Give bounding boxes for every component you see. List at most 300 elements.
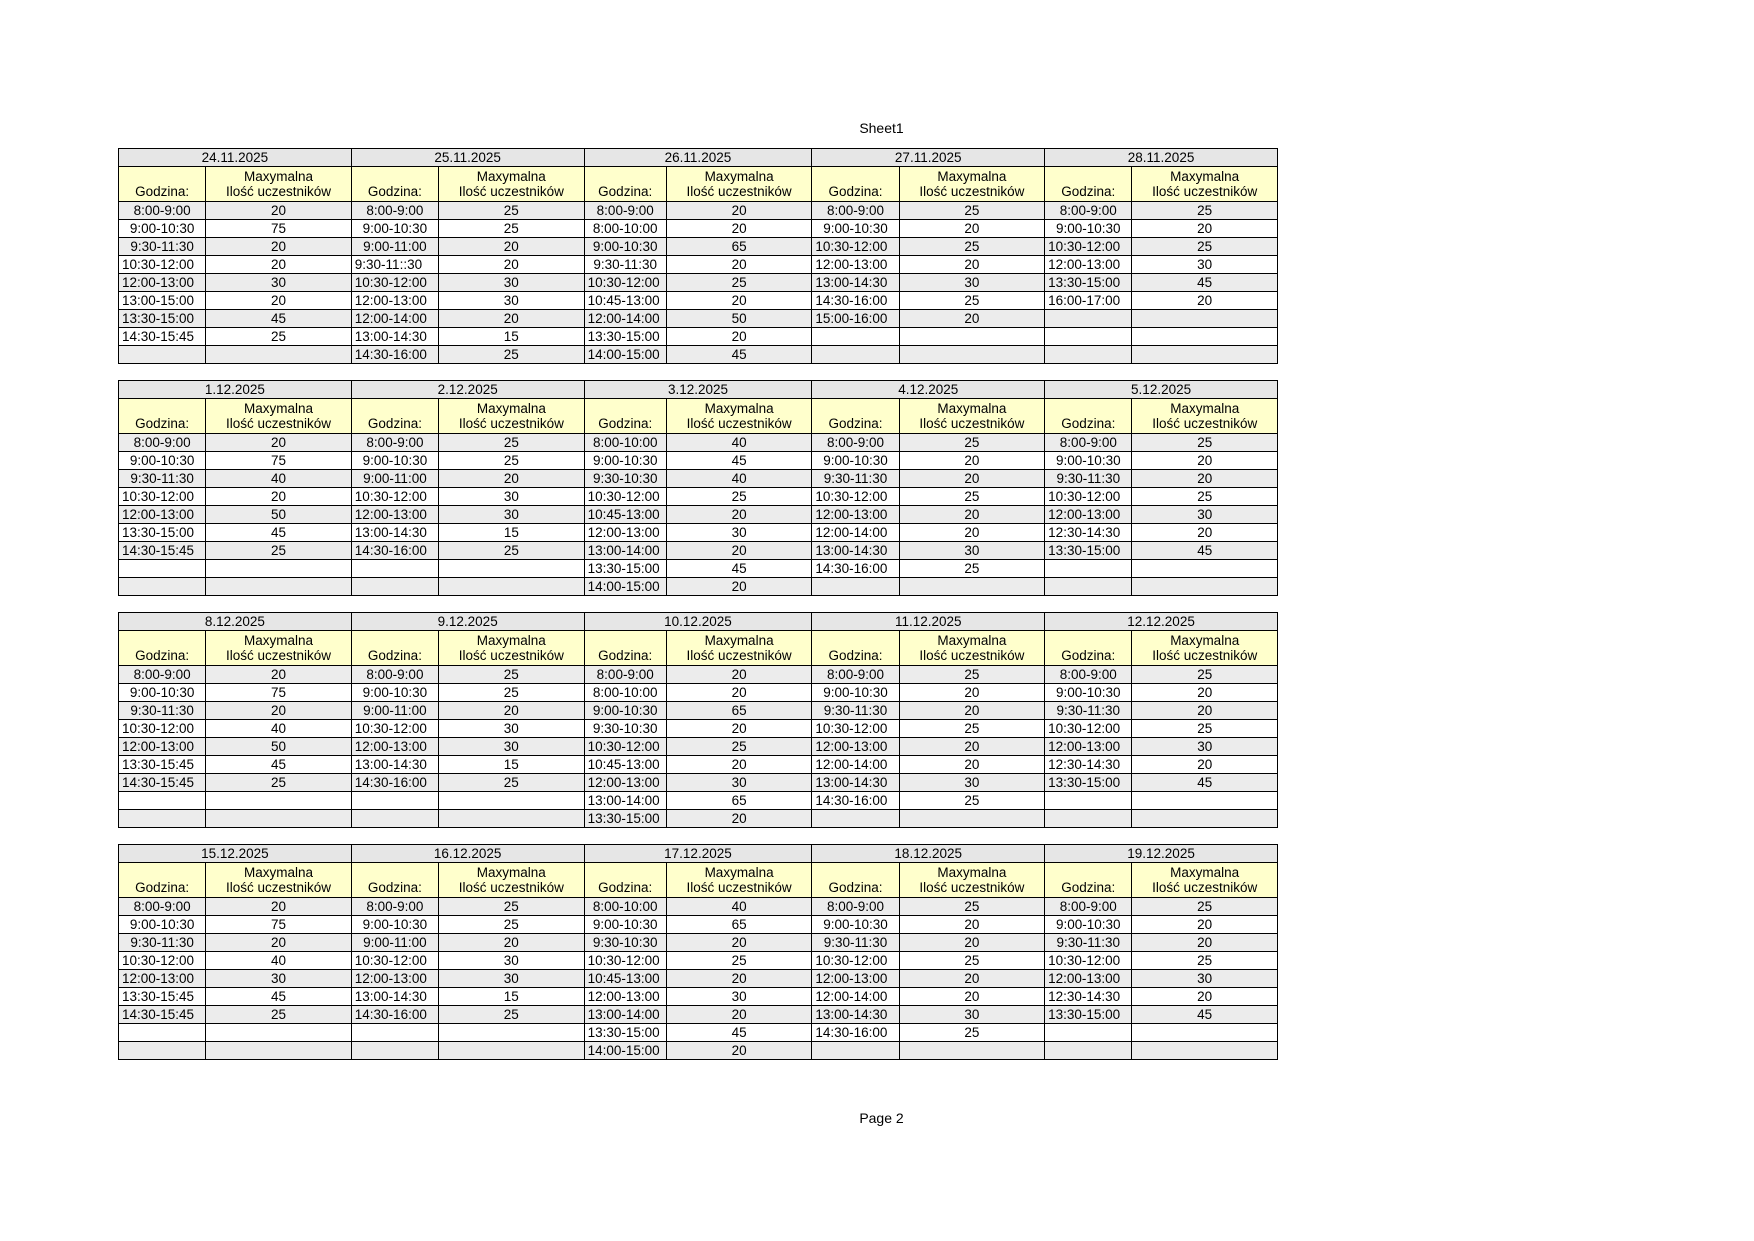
time-slot-cell: 12:00-13:00 [351,292,438,310]
capacity-header-line2: Ilość uczestników [226,880,332,895]
table-row [119,720,1278,738]
capacity-cell: 45 [666,346,812,364]
table-row [119,774,1278,792]
time-slot-cell: 9:30-11:30 [812,470,899,488]
capacity-header-line2: Ilość uczestników [226,184,332,199]
capacity-column-header [1132,167,1278,202]
time-slot-cell [1045,792,1132,810]
time-slot-cell: 12:30-14:30 [1045,524,1132,542]
capacity-cell: 20 [899,256,1045,274]
time-slot-cell [812,346,899,364]
table-row [119,738,1278,756]
capacity-cell: 20 [206,488,352,506]
time-slot-cell [1045,1024,1132,1042]
time-column-header: Godzina: [1045,863,1132,898]
capacity-cell: 20 [899,702,1045,720]
time-column-header: Godzina: [1045,167,1132,202]
capacity-header-line1: Maxymalna [937,401,1007,416]
capacity-cell: 45 [206,756,351,774]
time-column-header: Godzina: [812,631,899,666]
capacity-cell: 20 [439,238,585,256]
time-slot-cell: 12:00-14:00 [812,756,899,774]
time-slot-cell: 10:30-12:00 [812,488,899,506]
capacity-cell [206,560,352,578]
time-slot-cell: 9:00-11:00 [351,702,438,720]
capacity-cell: 20 [666,220,812,238]
capacity-cell: 30 [666,524,812,542]
capacity-cell: 40 [666,470,812,488]
capacity-cell: 20 [899,470,1045,488]
date-header: 8.12.2025 [119,613,352,631]
table-row [119,578,1278,596]
time-slot-cell: 9:00-10:30 [812,220,899,238]
capacity-cell: 20 [1132,524,1278,542]
capacity-cell: 25 [206,774,351,792]
capacity-cell: 25 [439,684,584,702]
time-slot-cell [812,810,899,828]
capacity-cell [439,560,585,578]
capacity-cell: 20 [206,256,352,274]
time-slot-cell: 13:00-15:00 [119,292,206,310]
time-column-header: Godzina: [351,167,438,202]
time-slot-cell [119,1042,206,1060]
table-row [119,328,1278,346]
capacity-header-line2: Ilość uczestników [686,184,792,199]
capacity-cell: 20 [1132,684,1278,702]
capacity-cell: 20 [666,202,812,220]
capacity-cell: 20 [899,310,1045,328]
time-slot-cell: 12:00-13:00 [584,774,666,792]
time-slot-cell: 12:00-13:00 [119,738,206,756]
capacity-cell: 20 [1132,756,1278,774]
capacity-header-line1: Maxymalna [244,401,314,416]
time-slot-cell: 9:30-11::30 [351,256,438,274]
capacity-cell: 45 [1132,274,1278,292]
capacity-cell: 40 [206,952,352,970]
date-header: 17.12.2025 [584,845,812,863]
table-row [119,470,1278,488]
time-slot-cell [1045,346,1132,364]
capacity-cell: 25 [666,952,812,970]
date-header: 5.12.2025 [1045,381,1278,399]
capacity-header-line1: Maxymalna [937,633,1007,648]
capacity-cell: 20 [1132,916,1278,934]
date-header: 3.12.2025 [584,381,812,399]
capacity-cell: 15 [439,524,585,542]
time-slot-cell: 8:00-9:00 [119,202,206,220]
time-slot-cell: 9:00-10:30 [584,452,666,470]
time-column-header: Godzina: [351,631,438,666]
capacity-cell: 25 [206,542,352,560]
time-slot-cell: 10:30-12:00 [812,720,899,738]
capacity-header-line1: Maxymalna [1170,401,1240,416]
capacity-cell [899,578,1045,596]
capacity-cell: 25 [206,1006,352,1024]
capacity-cell [1132,810,1278,828]
time-slot-cell: 12:00-13:00 [1045,738,1132,756]
capacity-header-line2: Ilość uczestników [458,648,564,663]
capacity-cell: 30 [439,952,585,970]
capacity-cell: 20 [666,756,812,774]
capacity-column-header [206,167,352,202]
table-row [119,452,1278,470]
date-header: 25.11.2025 [351,149,584,167]
capacity-cell: 25 [439,916,585,934]
table-row [119,934,1278,952]
time-slot-cell: 10:45-13:00 [584,292,666,310]
capacity-cell: 25 [899,292,1045,310]
time-slot-cell: 9:00-10:30 [584,238,666,256]
time-slot-cell: 9:30-11:30 [1045,702,1132,720]
time-slot-cell: 10:30-12:00 [584,488,666,506]
capacity-header-line1: Maxymalna [476,633,546,648]
capacity-column-header [439,631,584,666]
time-slot-cell: 14:30-15:45 [119,1006,206,1024]
capacity-cell [899,328,1045,346]
capacity-cell: 20 [1132,988,1278,1006]
time-slot-cell: 12:00-13:00 [1045,970,1132,988]
capacity-cell: 75 [206,684,351,702]
capacity-cell: 25 [899,898,1045,916]
time-column-header: Godzina: [812,167,899,202]
time-slot-cell: 12:00-13:00 [812,506,899,524]
capacity-cell: 20 [1132,702,1278,720]
table-row [119,488,1278,506]
capacity-cell: 25 [899,1024,1045,1042]
date-header: 26.11.2025 [584,149,812,167]
capacity-column-header [899,863,1045,898]
date-header: 15.12.2025 [119,845,352,863]
time-slot-cell: 8:00-9:00 [812,898,899,916]
table-row [119,666,1278,684]
time-slot-cell: 10:30-12:00 [1045,238,1132,256]
capacity-cell: 25 [899,666,1045,684]
time-column-header: Godzina: [812,399,899,434]
time-slot-cell [119,560,206,578]
time-slot-cell: 13:30-15:00 [584,560,666,578]
capacity-cell: 25 [439,202,585,220]
time-slot-cell [351,560,438,578]
capacity-cell: 30 [666,988,812,1006]
capacity-cell: 20 [206,666,351,684]
capacity-cell: 40 [206,470,352,488]
capacity-cell: 45 [206,988,352,1006]
time-slot-cell: 9:00-10:30 [119,220,206,238]
capacity-cell: 20 [206,434,352,452]
time-slot-cell: 12:00-13:00 [584,988,666,1006]
capacity-cell: 25 [1132,434,1278,452]
time-slot-cell: 9:30-11:30 [119,470,206,488]
date-header: 9.12.2025 [351,613,584,631]
time-slot-cell: 12:00-13:00 [119,970,206,988]
time-slot-cell [119,578,206,596]
time-slot-cell: 12:00-13:00 [351,738,438,756]
capacity-cell: 25 [1132,720,1278,738]
capacity-cell: 30 [899,542,1045,560]
capacity-cell: 20 [899,684,1045,702]
time-column-header: Godzina: [351,863,438,898]
capacity-cell: 25 [439,898,585,916]
time-slot-cell: 13:00-14:30 [812,1006,899,1024]
time-slot-cell: 12:00-13:00 [1045,506,1132,524]
time-slot-cell: 13:30-15:00 [584,810,666,828]
capacity-cell: 25 [439,434,585,452]
capacity-cell: 20 [666,934,812,952]
time-slot-cell: 9:00-10:30 [119,452,206,470]
time-slot-cell: 13:00-14:00 [584,542,666,560]
table-row [119,434,1278,452]
capacity-cell: 50 [206,738,351,756]
capacity-cell: 45 [206,310,352,328]
capacity-cell: 15 [439,988,585,1006]
time-slot-cell: 10:45-13:00 [584,506,666,524]
capacity-cell: 25 [899,488,1045,506]
time-slot-cell: 9:00-10:30 [1045,684,1132,702]
time-slot-cell: 9:00-10:30 [119,684,206,702]
capacity-cell: 30 [439,488,585,506]
date-header: 4.12.2025 [812,381,1045,399]
time-slot-cell: 10:30-12:00 [812,952,899,970]
capacity-cell: 30 [1132,506,1278,524]
capacity-cell [1132,560,1278,578]
capacity-header-line1: Maxymalna [476,169,546,184]
capacity-header-line1: Maxymalna [476,401,546,416]
time-slot-cell: 13:30-15:00 [1045,774,1132,792]
capacity-cell [206,1042,352,1060]
time-slot-cell: 12:30-14:30 [1045,756,1132,774]
time-slot-cell: 13:00-14:30 [812,274,899,292]
table-row [119,274,1278,292]
time-slot-cell: 9:30-11:30 [812,702,899,720]
capacity-cell: 20 [206,292,352,310]
week-table [118,380,1278,596]
capacity-cell: 30 [1132,738,1278,756]
capacity-cell: 20 [899,738,1045,756]
time-slot-cell: 16:00-17:00 [1045,292,1132,310]
time-slot-cell [1045,328,1132,346]
time-slot-cell [812,1042,899,1060]
time-slot-cell: 12:00-14:00 [584,310,666,328]
capacity-cell: 25 [1132,488,1278,506]
capacity-cell: 25 [439,542,585,560]
capacity-cell [439,1042,585,1060]
capacity-cell: 20 [439,934,585,952]
capacity-column-header [1132,863,1278,898]
capacity-cell: 25 [1132,898,1278,916]
capacity-cell: 25 [1132,666,1278,684]
time-column-header: Godzina: [1045,631,1132,666]
page-number: Page 2 [859,1110,904,1126]
time-slot-cell: 8:00-9:00 [351,434,438,452]
capacity-header-line1: Maxymalna [704,169,774,184]
time-slot-cell: 10:30-12:00 [584,274,666,292]
date-header: 18.12.2025 [812,845,1045,863]
capacity-cell: 45 [1132,542,1278,560]
capacity-cell: 25 [1132,952,1278,970]
time-slot-cell: 10:45-13:00 [584,756,666,774]
capacity-cell: 20 [1132,934,1278,952]
capacity-column-header [206,863,352,898]
time-slot-cell: 14:30-15:45 [119,542,206,560]
time-slot-cell: 8:00-9:00 [1045,202,1132,220]
time-slot-cell: 10:30-12:00 [351,274,438,292]
capacity-column-header [206,631,351,666]
capacity-cell: 50 [666,310,812,328]
time-slot-cell: 14:30-16:00 [812,292,899,310]
capacity-header-line2: Ilość uczestników [226,648,332,663]
capacity-cell [1132,328,1278,346]
time-slot-cell [812,328,899,346]
capacity-column-header [666,167,812,202]
capacity-cell: 30 [206,970,352,988]
capacity-header-line2: Ilość uczestników [458,184,564,199]
capacity-cell: 30 [206,274,352,292]
capacity-cell: 65 [666,792,812,810]
capacity-cell: 75 [206,220,352,238]
capacity-cell: 25 [439,452,585,470]
capacity-column-header [666,399,812,434]
time-slot-cell: 12:00-14:00 [812,524,899,542]
week-table [118,612,1278,828]
time-slot-cell: 9:00-10:30 [1045,452,1132,470]
capacity-cell: 20 [206,898,352,916]
time-slot-cell [351,1042,438,1060]
time-slot-cell [119,1024,206,1042]
time-slot-cell: 9:00-10:30 [1045,916,1132,934]
capacity-cell: 30 [439,274,585,292]
time-column-header: Godzina: [1045,399,1132,434]
capacity-cell [1132,310,1278,328]
capacity-cell: 20 [899,524,1045,542]
table-row [119,506,1278,524]
time-slot-cell: 14:00-15:00 [584,1042,666,1060]
time-slot-cell: 8:00-9:00 [1045,434,1132,452]
capacity-cell: 45 [666,560,812,578]
time-slot-cell: 9:00-10:30 [351,220,438,238]
time-column-header: Godzina: [119,167,206,202]
time-slot-cell: 14:00-15:00 [584,578,666,596]
table-row [119,220,1278,238]
capacity-header-line2: Ilość uczestników [686,880,792,895]
time-slot-cell: 8:00-10:00 [584,220,666,238]
capacity-header-line1: Maxymalna [244,865,314,880]
capacity-header-line2: Ilość uczestników [458,880,564,895]
capacity-cell: 25 [899,560,1045,578]
capacity-cell: 30 [439,506,585,524]
time-slot-cell: 9:00-10:30 [351,684,438,702]
capacity-cell: 25 [899,792,1045,810]
time-slot-cell: 9:30-11:30 [812,934,899,952]
capacity-cell: 15 [439,328,585,346]
capacity-header-line1: Maxymalna [937,865,1007,880]
time-column-header: Godzina: [584,863,666,898]
capacity-cell: 25 [1132,238,1278,256]
time-slot-cell: 9:30-11:30 [584,256,666,274]
capacity-cell: 30 [899,774,1045,792]
time-slot-cell: 8:00-9:00 [812,202,899,220]
capacity-cell: 65 [666,238,812,256]
capacity-cell [439,1024,585,1042]
capacity-header-line2: Ilość uczestników [1152,416,1258,431]
time-slot-cell: 10:30-12:00 [119,720,206,738]
capacity-column-header [439,167,585,202]
time-slot-cell: 12:00-14:00 [351,310,438,328]
table-row [119,1042,1278,1060]
time-slot-cell [1045,810,1132,828]
capacity-header-line2: Ilość uczestników [919,184,1025,199]
time-slot-cell: 14:30-16:00 [351,1006,438,1024]
time-slot-cell: 14:30-16:00 [812,792,899,810]
capacity-header-line2: Ilość uczestników [686,416,792,431]
capacity-cell: 50 [206,506,352,524]
time-slot-cell [351,578,438,596]
table-row [119,524,1278,542]
capacity-cell [899,810,1045,828]
capacity-cell: 25 [899,720,1045,738]
time-slot-cell: 14:30-16:00 [812,560,899,578]
time-slot-cell: 12:00-13:00 [812,256,899,274]
capacity-cell: 20 [899,916,1045,934]
date-header: 2.12.2025 [351,381,584,399]
capacity-header-line2: Ilość uczestników [1152,184,1258,199]
capacity-cell: 20 [666,292,812,310]
capacity-column-header [439,863,585,898]
time-slot-cell: 8:00-9:00 [119,666,206,684]
date-header: 19.12.2025 [1045,845,1278,863]
table-row [119,792,1278,810]
time-slot-cell [119,346,206,364]
time-slot-cell: 14:30-16:00 [812,1024,899,1042]
capacity-cell: 25 [439,220,585,238]
time-slot-cell: 13:30-15:00 [1045,1006,1132,1024]
capacity-cell: 75 [206,916,352,934]
time-column-header: Godzina: [119,399,206,434]
time-slot-cell: 13:00-14:30 [812,774,899,792]
time-slot-cell: 12:00-13:00 [351,506,438,524]
capacity-cell: 30 [666,774,812,792]
capacity-cell [206,1024,352,1042]
capacity-cell: 40 [666,898,812,916]
time-column-header: Godzina: [584,399,666,434]
capacity-cell: 20 [439,310,585,328]
time-slot-cell: 8:00-10:00 [584,684,666,702]
capacity-header-line1: Maxymalna [1170,169,1240,184]
time-slot-cell: 10:30-12:00 [119,488,206,506]
date-header: 24.11.2025 [119,149,352,167]
time-slot-cell: 10:30-12:00 [119,256,206,274]
time-slot-cell [1045,578,1132,596]
capacity-cell: 30 [899,1006,1045,1024]
capacity-header-line1: Maxymalna [704,633,774,648]
capacity-cell: 20 [899,988,1045,1006]
capacity-cell [899,346,1045,364]
capacity-cell: 20 [666,970,812,988]
capacity-cell: 30 [439,970,585,988]
capacity-cell: 20 [899,506,1045,524]
capacity-cell [206,792,351,810]
capacity-cell: 45 [666,1024,812,1042]
table-row [119,292,1278,310]
time-slot-cell: 13:00-14:30 [351,328,438,346]
capacity-header-line2: Ilość uczestników [458,416,564,431]
capacity-header-line1: Maxymalna [704,865,774,880]
table-row [119,202,1278,220]
capacity-cell: 20 [206,934,352,952]
table-row [119,898,1278,916]
time-slot-cell: 12:00-13:00 [812,738,899,756]
time-slot-cell [1045,560,1132,578]
capacity-column-header [1132,399,1278,434]
